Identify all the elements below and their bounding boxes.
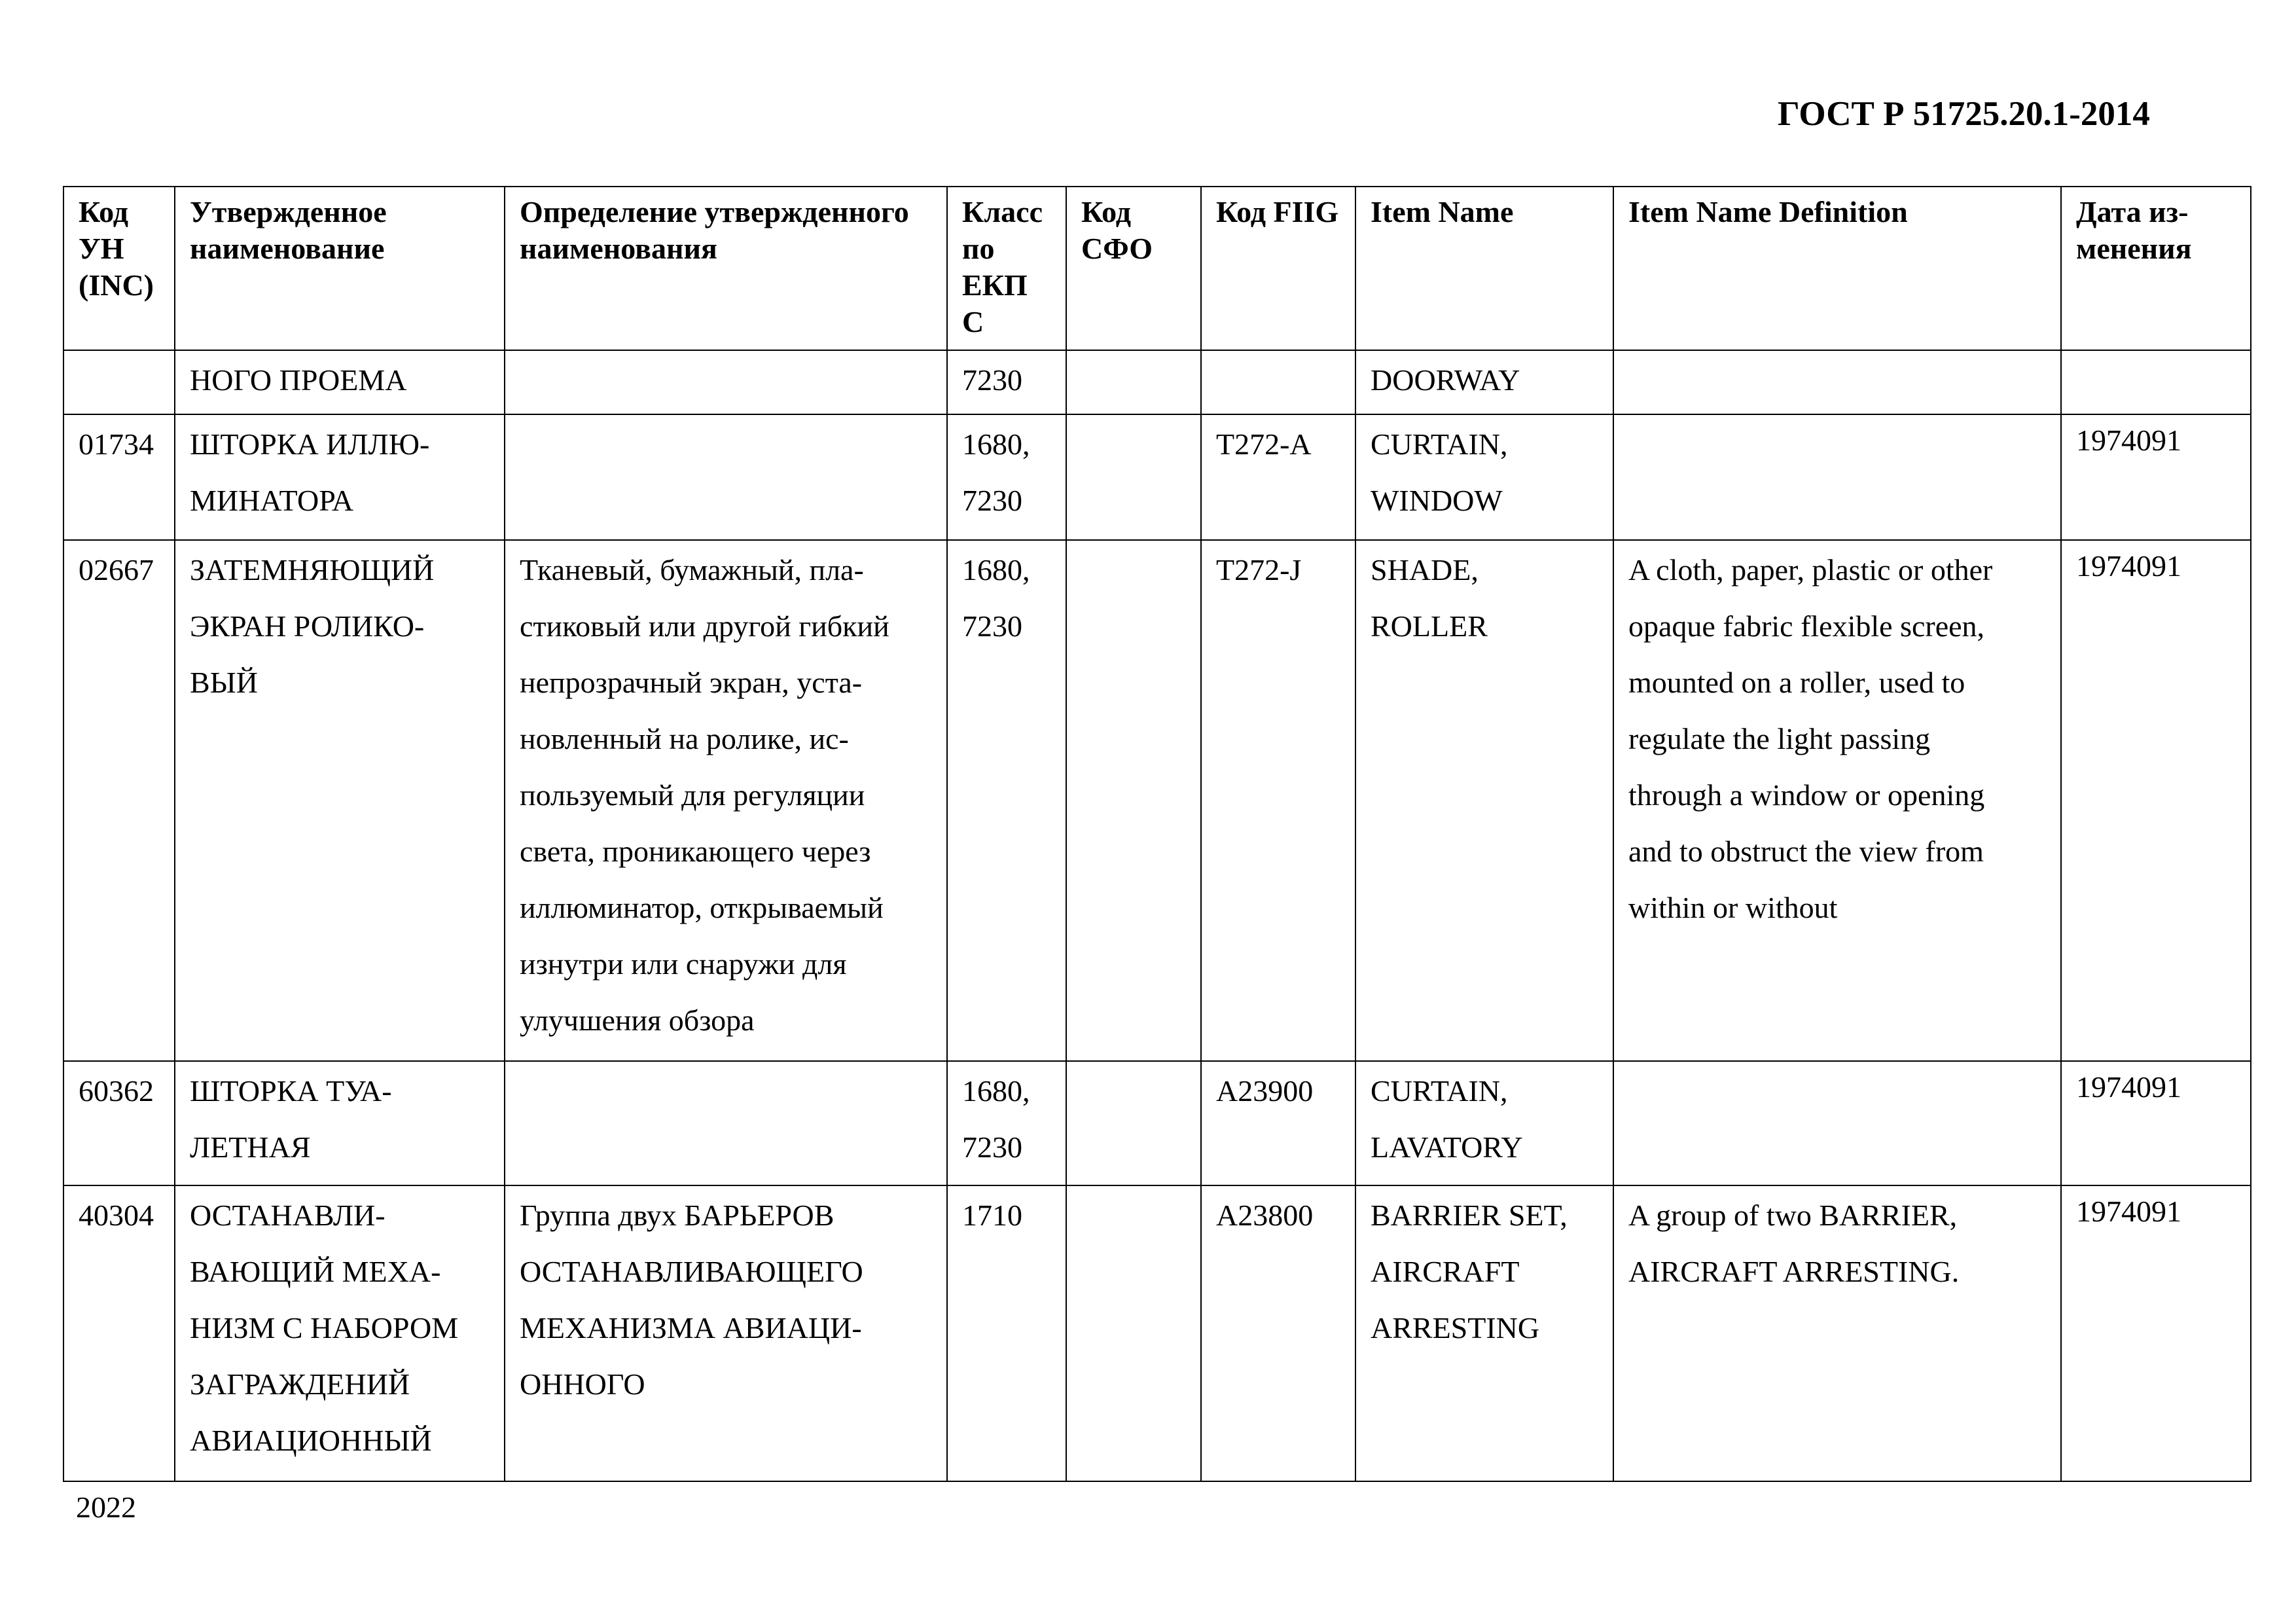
cell-sfo [1066, 350, 1201, 414]
cell-class: 7230 [947, 350, 1066, 414]
cell-item-definition [1613, 414, 2061, 540]
column-header-fiig: Код FIIG [1201, 187, 1355, 350]
cell-approved-name: ШТОРКА ТУА- ЛЕТНАЯ [175, 1061, 505, 1185]
column-header-item-name: Item Name [1355, 187, 1613, 350]
cell-sfo [1066, 414, 1201, 540]
cell-approved-name: ШТОРКА ИЛЛЮ- МИНАТОРА [175, 414, 505, 540]
cell-item-name: SHADE, ROLLER [1355, 540, 1613, 1061]
cell-inc [63, 350, 175, 414]
cell-item-name: BARRIER SET, AIRCRAFT ARRESTING [1355, 1185, 1613, 1481]
cell-sfo [1066, 540, 1201, 1061]
cell-item-definition: A cloth, paper, plastic or other opaque fabric flexible screen, mounted on a roller, used to regulate the light passing through a window or opening and to obstruct the view from within or without [1613, 540, 2061, 1061]
cell-item-name: CURTAIN, WINDOW [1355, 414, 1613, 540]
table-header [63, 187, 2251, 350]
header-row [63, 187, 2251, 350]
table-row [63, 540, 2251, 1061]
table-row [63, 1185, 2251, 1481]
cell-fiig: A23900 [1201, 1061, 1355, 1185]
standard-id-header: ГОСТ Р 51725.20.1-2014 [1778, 95, 2150, 133]
cell-definition [505, 1061, 947, 1185]
classification-table [63, 186, 2251, 1482]
cell-approved-name: ОСТАНАВЛИ- ВАЮЩИЙ МЕХА- НИЗМ С НАБОРОМ ЗАГРАЖДЕНИЙ АВИАЦИОННЫЙ [175, 1185, 505, 1481]
cell-definition [505, 350, 947, 414]
column-header-item-definition: Item Name Definition [1613, 187, 2061, 350]
cell-fiig: T272-J [1201, 540, 1355, 1061]
column-header-sfo: Код СФО [1066, 187, 1201, 350]
cell-date: 1974091 [2061, 1185, 2251, 1481]
table-row [63, 414, 2251, 540]
cell-inc: 40304 [63, 1185, 175, 1481]
cell-date: 1974091 [2061, 414, 2251, 540]
cell-item-definition [1613, 350, 2061, 414]
column-header-approved-name: Утвержденное наименование [175, 187, 505, 350]
cell-date: 1974091 [2061, 540, 2251, 1061]
cell-item-definition [1613, 1061, 2061, 1185]
table-body [63, 350, 2251, 1481]
cell-fiig [1201, 350, 1355, 414]
cell-class: 1680, 7230 [947, 414, 1066, 540]
cell-class: 1680, 7230 [947, 1061, 1066, 1185]
cell-definition [505, 414, 947, 540]
cell-item-definition: A group of two BARRIER, AIRCRAFT ARRESTING. [1613, 1185, 2061, 1481]
cell-definition: Тканевый, бумажный, пла- стиковый или другой гибкий непрозрачный экран, уста- новленный на ролике, ис- пользуемый для регуляции света, проникающего через иллюминатор, открываемый изнутри или снаружи для улучшения обзора [505, 540, 947, 1061]
cell-definition: Группа двух БАРЬЕРОВ ОСТАНАВЛИВАЮЩЕГО МЕХАНИЗМА АВИАЦИ- ОННОГО [505, 1185, 947, 1481]
cell-approved-name: ЗАТЕМНЯЮЩИЙ ЭКРАН РОЛИКО- ВЫЙ [175, 540, 505, 1061]
column-header-definition: Определение утвержденного наименования [505, 187, 947, 350]
column-header-date: Дата из- менения [2061, 187, 2251, 350]
cell-item-name: DOORWAY [1355, 350, 1613, 414]
cell-fiig: A23800 [1201, 1185, 1355, 1481]
column-header-class: Класс по ЕКП С [947, 187, 1066, 350]
column-header-inc: Код УН (INC) [63, 187, 175, 350]
table-row [63, 1061, 2251, 1185]
table-row [63, 350, 2251, 414]
cell-sfo [1066, 1185, 1201, 1481]
cell-date [2061, 350, 2251, 414]
cell-sfo [1066, 1061, 1201, 1185]
cell-item-name: CURTAIN, LAVATORY [1355, 1061, 1613, 1185]
cell-fiig: T272-A [1201, 414, 1355, 540]
cell-approved-name: НОГО ПРОЕМА [175, 350, 505, 414]
cell-inc: 60362 [63, 1061, 175, 1185]
page-number: 2022 [76, 1490, 136, 1524]
cell-class: 1710 [947, 1185, 1066, 1481]
cell-class: 1680, 7230 [947, 540, 1066, 1061]
cell-inc: 01734 [63, 414, 175, 540]
cell-inc: 02667 [63, 540, 175, 1061]
cell-date: 1974091 [2061, 1061, 2251, 1185]
